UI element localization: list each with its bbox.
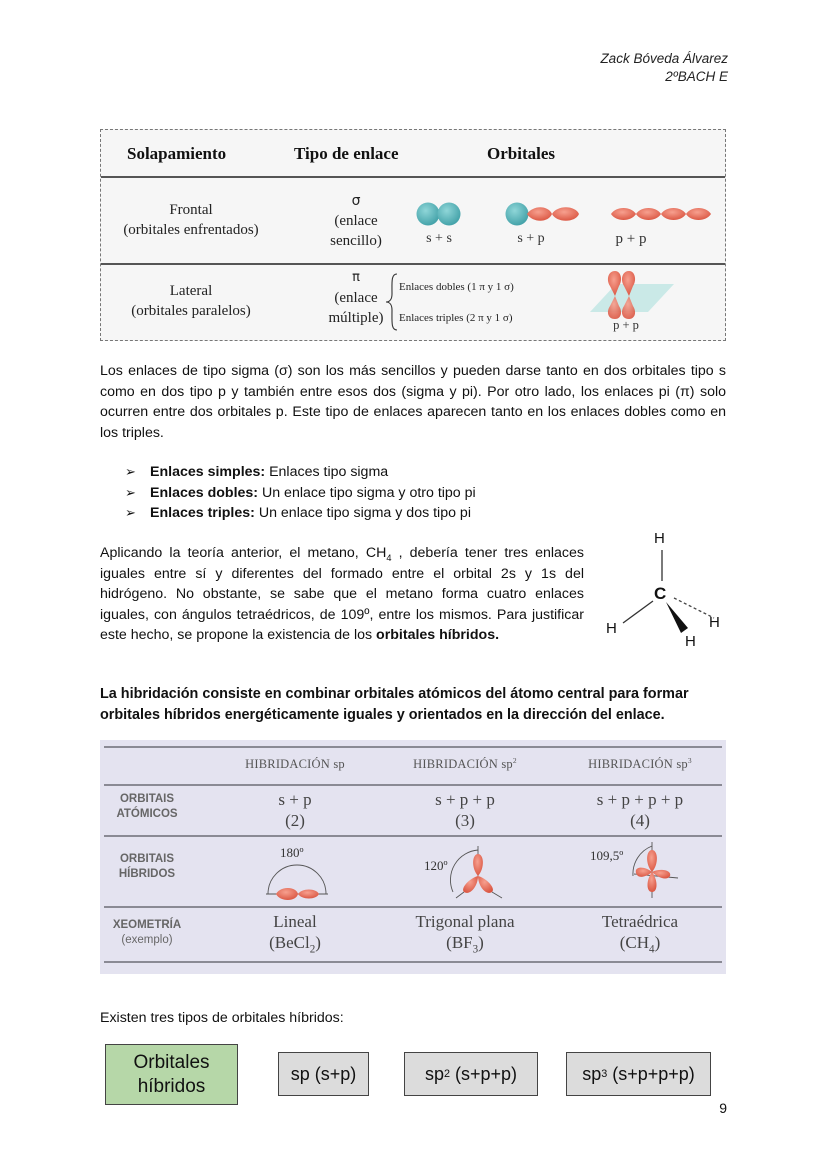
list-text: Un enlace tipo sigma y otro tipo pi — [258, 484, 476, 501]
list-item — [125, 462, 476, 483]
hybrid-orbitals-illustrations — [100, 836, 726, 906]
header-sp2 — [400, 757, 530, 772]
box-text: sp — [582, 1063, 602, 1084]
text-part: Aplicando la teoría anterior, el metano, CH — [100, 545, 387, 561]
formula-sub: 2 — [309, 943, 316, 956]
bond-types-table — [100, 129, 726, 341]
orbital-label-pp: p + p — [615, 231, 647, 247]
hydrogen-right: H — [709, 614, 720, 631]
geometry-sp3 — [575, 911, 705, 956]
methane-paragraph — [100, 543, 584, 646]
geometry-formula — [240, 932, 350, 956]
hydrogen-top: H — [654, 530, 665, 547]
row-label-geometry — [100, 918, 194, 948]
formula-text: ) — [315, 933, 321, 952]
count: (3) — [455, 811, 475, 830]
page-number: 9 — [719, 1100, 727, 1116]
curly-brace-icon — [385, 272, 399, 332]
combo: s + p — [278, 790, 312, 809]
triple-bond-note: Enlaces triples (2 π y 1 σ) — [399, 312, 513, 324]
header-sp — [230, 757, 360, 772]
sigma-orbitals-illustration — [411, 200, 711, 230]
angle-sp: 180º — [280, 845, 304, 860]
text-part: , debería tener tres enlaces iguales entre sí y diferentes del formado entre el orbital 2s y 1s del hidrógeno. No obstante, se sabe que el metano forma cuatro enlaces iguales, con ángulos tetraédricos, de 109º, entre los mismos. Para justificar este hecho, se propone la existencia de los — [100, 545, 584, 643]
row-label-line: ORBITAIS — [119, 793, 175, 805]
header-text: HIBRIDACIÓN sp — [245, 757, 345, 771]
sigma-pi-paragraph: Los enlaces de tipo sigma (σ) son los más sencillos y pueden darse tanto en dos orbitales tipo s como en dos tipo p y también entre esos dos (sigma y pi). Por otro lado, los enlaces pi (π) solo ocurren entre dos orbitales p. Este tipo de enlaces aparecen tanto en los enlaces dobles como en los triples. — [100, 363, 726, 441]
list-term: Enlaces simples: — [150, 464, 266, 480]
header-text: HIBRIDACIÓN sp — [588, 757, 688, 771]
sp-linear-orbital — [266, 865, 328, 900]
formula-text: ) — [478, 933, 484, 952]
row-label-line: XEOMETRÍA — [112, 919, 182, 931]
bond-types-list — [125, 462, 476, 524]
angle-sp2: 120º — [424, 858, 448, 873]
pi-orbitals-illustration — [586, 268, 676, 320]
overlap-frontal — [101, 200, 281, 240]
row-label-line: (exemplo) — [121, 934, 173, 946]
orbital-label-pi-pp: p + p — [613, 318, 639, 332]
author-name: Zack Bóveda Álvarez — [600, 51, 728, 66]
header-text: HIBRIDACIÓN sp — [413, 757, 513, 771]
bond-type-sigma — [321, 191, 391, 251]
arrow-bullet-icon: ➢ — [125, 505, 136, 520]
geometry-formula — [400, 932, 530, 956]
table-divider — [104, 746, 722, 748]
table-divider — [104, 784, 722, 786]
geometry-name: Tetraédrica — [601, 912, 679, 931]
bond-type-line1: (enlace — [334, 213, 378, 229]
hybrid-orbitals-main-box — [105, 1044, 238, 1105]
list-item — [125, 483, 476, 504]
formula-sub: 4 — [649, 943, 655, 956]
header-sup: 2 — [512, 755, 517, 765]
sigma-symbol: σ — [351, 193, 361, 209]
formula-text: (CH — [619, 933, 650, 952]
row-label-line: ORBITAIS — [119, 853, 175, 865]
row-label-atomic — [100, 792, 194, 822]
geometry-sp2 — [400, 911, 530, 956]
overlap-title: Frontal — [169, 202, 213, 218]
combo: s + p + p + p — [596, 790, 684, 809]
table-divider — [101, 263, 725, 265]
box-text: (s+p) — [309, 1063, 357, 1084]
row-label-line: HÍBRIDOS — [118, 868, 176, 880]
geometry-sp — [240, 911, 350, 956]
table-divider — [104, 961, 722, 963]
formula-text: (BeCl — [269, 933, 310, 952]
list-text: Un enlace tipo sigma y dos tipo pi — [254, 505, 471, 521]
atomic-sp3 — [575, 789, 705, 831]
table-divider — [104, 906, 722, 908]
sp2-box: sp 2 (s+p+p) — [404, 1052, 538, 1096]
header-sp3 — [570, 757, 710, 772]
header-orbitals: Orbitales — [487, 144, 555, 163]
bold-term: orbitales híbridos. — [376, 627, 500, 643]
list-item — [125, 503, 476, 524]
hybridization-definition: La hibridación consiste en combinar orbitales atómicos del átomo central para formar orbitales híbridos energéticamente iguales y orientados en la dirección del enlace. — [100, 686, 689, 723]
atomic-sp — [245, 789, 345, 831]
bond-type-line1: (enlace — [334, 290, 378, 306]
overlap-desc: (orbitales paralelos) — [131, 303, 251, 319]
box-text: (s+p+p) — [449, 1063, 518, 1084]
header-sup: 3 — [687, 755, 692, 765]
carbon-atom: C — [654, 584, 667, 603]
double-bond-note: Enlaces dobles (1 π y 1 σ) — [399, 281, 514, 293]
hydrogen-left: H — [606, 620, 617, 637]
overlap-lateral — [101, 281, 281, 321]
atomic-sp2 — [410, 789, 520, 831]
p-plus-p-orbital — [611, 208, 711, 220]
arrow-bullet-icon: ➢ — [125, 464, 136, 479]
geometry-name: Lineal — [273, 912, 317, 931]
geometry-name: Trigonal plana — [415, 912, 515, 931]
sp2-trigonal-orbital — [450, 846, 502, 898]
formula-text: ) — [654, 933, 661, 952]
sp3-tetrahedral-orbital — [633, 842, 678, 898]
combo: s + p + p — [435, 790, 495, 809]
s-plus-p-orbital — [506, 203, 580, 226]
count: (2) — [285, 811, 305, 830]
bond-type-line2: sencillo) — [330, 233, 382, 249]
box-text: sp — [290, 1063, 310, 1084]
header-bond-type: Tipo de enlace — [294, 144, 399, 163]
sp3-box: sp 3 (s+p+p+p) — [566, 1052, 711, 1096]
bond-type-pi — [321, 268, 391, 328]
page-header — [600, 50, 728, 86]
orbital-label-sp: s + p — [517, 231, 545, 246]
formula-text: (BF — [446, 933, 473, 952]
geometry-formula — [575, 932, 705, 956]
hybridization-table — [100, 740, 726, 974]
formula-sub: 3 — [472, 943, 479, 956]
orbital-label-ss: s + s — [426, 231, 452, 246]
bond-type-line2: múltiple) — [328, 310, 384, 326]
pi-symbol: π — [352, 270, 360, 285]
list-text: Enlaces tipo sigma — [265, 464, 389, 480]
box-text: sp — [424, 1063, 444, 1084]
count: (4) — [630, 811, 650, 830]
class-label: 2ºBACH E — [665, 69, 728, 84]
arrow-bullet-icon: ➢ — [125, 484, 136, 500]
box-line: Orbitales — [133, 1051, 210, 1073]
angle-sp3: 109,5º — [590, 848, 624, 863]
list-term: Enlaces triples: — [150, 505, 255, 521]
box-line: híbridos — [137, 1075, 206, 1097]
sp-box — [278, 1052, 369, 1096]
hydrogen-front: H — [685, 633, 696, 650]
hybrid-types-intro: Existen tres tipos de orbitales híbridos: — [100, 1010, 344, 1026]
table-divider — [101, 176, 725, 178]
list-term: Enlaces dobles: — [150, 484, 259, 501]
row-label-line: ATÓMICOS — [116, 808, 178, 820]
box-text: (s+p+p+p) — [607, 1063, 695, 1084]
overlap-desc: (orbitales enfrentados) — [123, 222, 259, 238]
subscript: 4 — [386, 552, 392, 563]
s-plus-s-orbital — [417, 203, 461, 226]
overlap-title: Lateral — [169, 283, 213, 299]
header-overlap: Solapamiento — [127, 144, 227, 163]
